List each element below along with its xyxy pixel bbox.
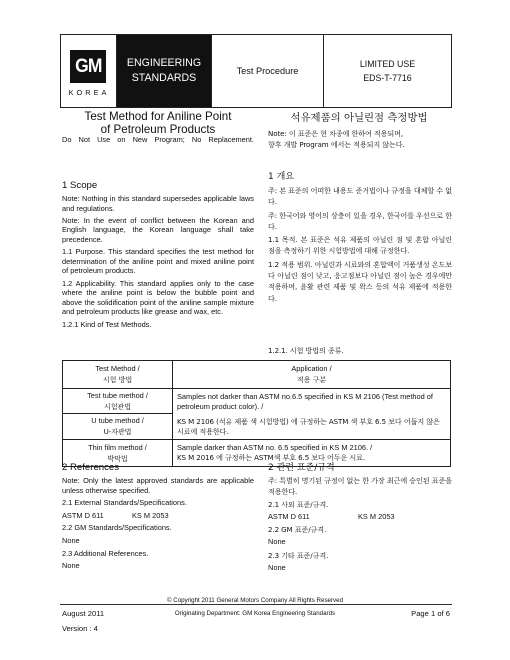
scope-en-kind: 1.2.1 Kind of Test Methods.	[62, 319, 152, 329]
gm-logo-mark: GM	[70, 50, 106, 83]
scope-kr-note1: 주: 본 표준의 어떠한 내용도 준거법이나 규정을 대체할 수 없다.	[268, 186, 452, 207]
copyright-notice: © Copyright 2011 General Motors Company All Rights Reserved	[166, 597, 344, 604]
scope-kr-purpose: 1.1 목적. 본 표준은 석유 제품의 아닐린 점 및 혼합 아닐린 점을 측정하기 위한 시험방법에 대해 규정한다.	[268, 235, 452, 256]
references-kr-gm-value: None	[268, 537, 286, 547]
table-row	[63, 389, 451, 414]
table-cell-application: Sample darker than ASTM no. 6.5 specified in KS M 2106. / KS M 2016 에 규정하는 ASTM색 부호 6.5 보다 어두운 시료.	[173, 440, 451, 467]
scope-en-section	[62, 180, 254, 329]
references-en-additional: 2.3 Additional References.	[62, 548, 149, 558]
title-en: Test Method for Aniline Point of Petroleum Products	[84, 110, 232, 136]
gm-korea-logo	[61, 35, 117, 107]
scope-en-heading: 1 Scope	[62, 180, 98, 191]
scope-kr-applicability: 1.2 적용 범위. 아닐린과 시료와의 혼합액이 거품생성 온도보다 아닐린 점이 낮고, 응고점보다 아닐린 점이 높은 경우에만 적용하며, 윤활 관련 제품 및 왁스 등의 석유 제품에 적용한다.	[268, 259, 452, 303]
footer-department: Originating Department: GM Korea Engineering Standards	[174, 610, 336, 617]
scope-kr-note2: 주: 한국어와 영어의 상충이 있을 경우, 한국어를 우선으로 한다.	[268, 210, 452, 231]
references-en-external: 2.1 External Standards/Specifications.	[62, 498, 187, 508]
footer-page-number: Page 1 of 6	[411, 609, 450, 618]
title-kr: 석유제품의 아닐린점 측정방법	[290, 112, 428, 124]
references-en-heading: 2 References	[62, 462, 120, 473]
references-kr-note: 주: 특별히 명기된 규정이 없는 한 가장 최근에 승인된 표준을 적용한다.	[268, 476, 452, 497]
references-kr-gm: 2.2 GM 표준/규격.	[268, 525, 327, 535]
table-header-application: Application / 적용 구분	[173, 361, 451, 389]
references-en-additional-value: None	[62, 561, 80, 571]
footer-date: August 2011	[62, 609, 105, 618]
references-en-note: Note: Only the latest approved standards are applicable unless otherwise specified.	[62, 476, 254, 495]
title-en-note: Do Not Use on New Program; No Replacement.	[62, 135, 254, 144]
references-en-section	[62, 462, 254, 571]
scope-en-note2: Note: In the event of conflict between the Korean and English language, the Korean language shall take precedence.	[62, 215, 254, 244]
references-en-gm-value: None	[62, 535, 80, 545]
table-cell-method: Thin film method / 박막법	[63, 440, 173, 467]
references-kr-section	[268, 462, 452, 572]
document-status: LIMITED USE EDS-T-7716	[359, 59, 416, 83]
table-cell-application: Samples not darker than ASTM no.6.5 specified in KS M 2106 (Test method of petroleum product color). / KS M 2106 (석유 제품 색 시험방법) 에 규정하는 ASTM 색 부호 6.5 보다 어둡지 않은 시료에 적용한다.	[173, 389, 451, 440]
logo-subtitle: KOREA	[68, 88, 110, 97]
document-type: Test Procedure	[212, 35, 324, 107]
table-header-row	[63, 361, 451, 389]
references-en-external-items: ASTM D 611 KS M 2053	[62, 510, 169, 520]
test-method-table	[62, 360, 451, 467]
references-en-gm: 2.2 GM Standards/Specifications.	[62, 523, 172, 533]
references-kr-additional-value: None	[268, 562, 286, 572]
table-cell-method: U tube method / U-자관법	[63, 414, 173, 440]
footer-divider	[60, 604, 452, 605]
references-kr-additional: 2.3 기타 표준/규격.	[268, 550, 329, 560]
references-kr-heading: 2 관련 표준/규격	[268, 463, 335, 473]
footer-version: Version : 4	[62, 624, 98, 633]
scope-kr-section	[268, 171, 452, 304]
scope-en-note1: Note: Nothing in this standard supersedes applicable laws and regulations.	[62, 194, 254, 213]
references-kr-external-items: ASTM D 611 KS M 2053	[268, 511, 395, 521]
engineering-standards-label: ENGINEERING STANDARDS	[117, 35, 212, 107]
document-header	[60, 34, 452, 108]
scope-en-purpose: 1.1 Purpose. This standard specifies the test method for determination of the aniline point and mixed aniline point of petroleum products.	[62, 247, 254, 276]
references-kr-external: 2.1 사외 표준/규격.	[268, 500, 329, 510]
scope-kr-heading: 1 개요	[268, 172, 294, 182]
table-cell-method: Test tube method / 시험관법	[63, 389, 173, 414]
scope-en-applicability: 1.2 Applicability. This standard applies only to the case where the aniline point is below the bubble point and above the solidification point of the aniline sample mixture and petroleum products like grease and wax, etc.	[62, 278, 254, 317]
title-kr-note: Note: 이 표준은 현 차종에 한하여 적용되며, 향후 개발 Program 에서는 적용되지 않는다.	[268, 129, 405, 149]
table-header-method: Test Method / 시험 방법	[63, 361, 173, 389]
scope-kr-kind: 1.2.1. 시험 방법의 종류.	[268, 346, 344, 355]
